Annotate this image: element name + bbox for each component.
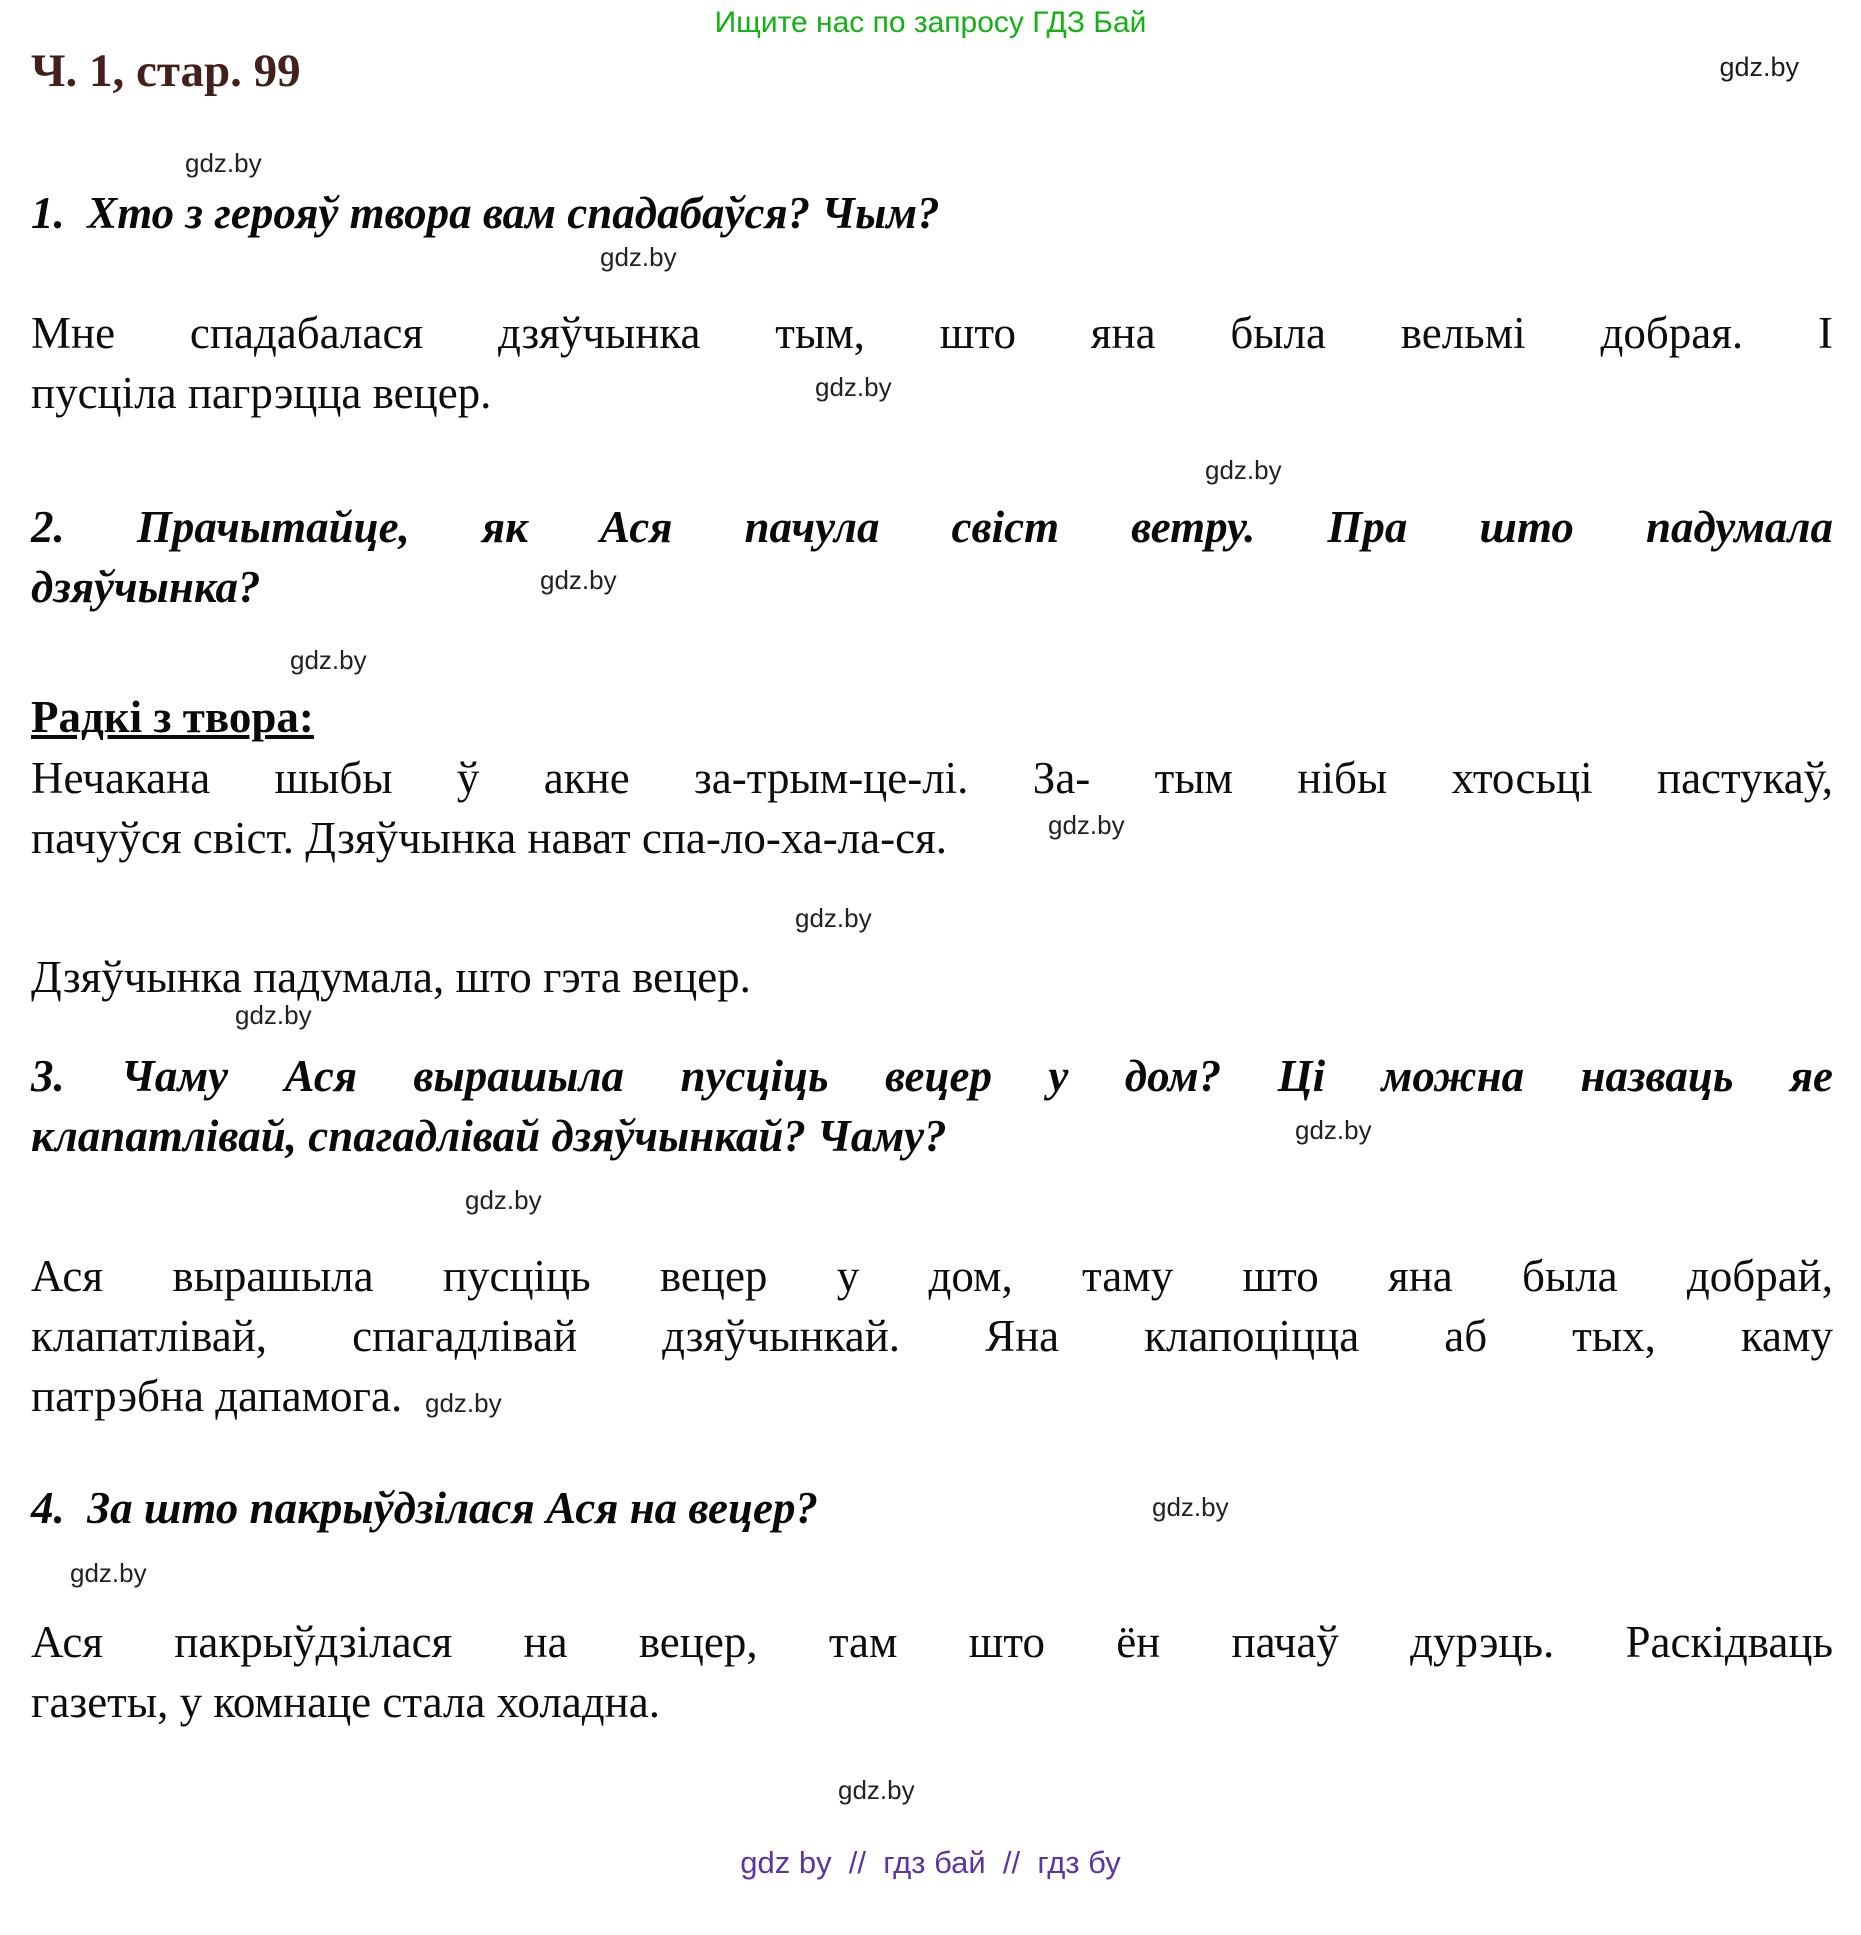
gdz-watermark: gdz.by <box>1152 1492 1229 1522</box>
quote-text: Нечакана шыбы ў акне за-трым-це-лі. За- тым нібы хтосьці пастукаў, пачуўся свіст. Дзяўчынка нават спа-ло-ха-ла-ся. <box>31 753 1833 863</box>
gdz-watermark: gdz.by <box>815 372 892 402</box>
answer-3: Ася вырашыла пусціць вецер у дом, таму што яна была добрай, клапатлівай, спагадлівай дзяўчынкай. Яна клапоціцца аб тых, каму патрэбна дапамога. <box>31 1251 1833 1421</box>
gdz-watermark: gdz.by <box>540 565 617 595</box>
gdz-watermark: gdz.by <box>795 903 872 933</box>
gdz-watermark: gdz.by <box>425 1388 502 1418</box>
answer-2: Дзяўчынка падумала, што гэта вецер. <box>31 952 751 1002</box>
site-label: gdz.by <box>1719 52 1799 82</box>
gdz-watermark: gdz.by <box>290 645 367 675</box>
gdz-watermark: gdz.by <box>465 1185 542 1215</box>
gdz-watermark: gdz.by <box>1295 1115 1372 1145</box>
question-3: 3. Чаму Ася вырашыла пусціць вецер у дом? Ці можна назваць яе клапатлівай, спагадлівай дзяўчынкай? Чаму? <box>31 1051 1833 1161</box>
question-1: 1. Хто з герояў твора вам спадабаўся? Чым? <box>31 188 940 238</box>
question-2: 2. Прачытайце, як Ася пачула свіст ветру. Пра што падумала дзяўчынка? <box>31 502 1833 612</box>
gdz-watermark: gdz.by <box>185 148 262 178</box>
gdz-watermark: gdz.by <box>1048 810 1125 840</box>
answer-4: Ася пакрыўдзілася на вецер, там што ён пачаў дурэць. Раскідваць газеты, у комнаце стала холадна. <box>31 1617 1833 1727</box>
gdz-watermark: gdz.by <box>1205 455 1282 485</box>
promo-banner: Ищите нас по запросу ГДЗ Бай <box>714 6 1147 39</box>
footer-links: gdz by // гдз бай // гдз бу <box>740 1845 1121 1880</box>
quote-heading: Радкі з твора: <box>31 692 314 742</box>
answer-1: Мне спадабалася дзяўчынка тым, што яна была вельмі добрая. І пусціла пагрэцца вецер. <box>31 308 1833 418</box>
gdz-watermark: gdz.by <box>838 1775 915 1805</box>
gdz-watermark: gdz.by <box>70 1558 147 1588</box>
page-title: Ч. 1, стар. 99 <box>31 45 301 97</box>
gdz-watermark: gdz.by <box>235 1000 312 1030</box>
gdz-watermark: gdz.by <box>600 242 677 272</box>
question-4: 4. За што пакрыўдзілася Ася на вецер? <box>31 1483 818 1533</box>
